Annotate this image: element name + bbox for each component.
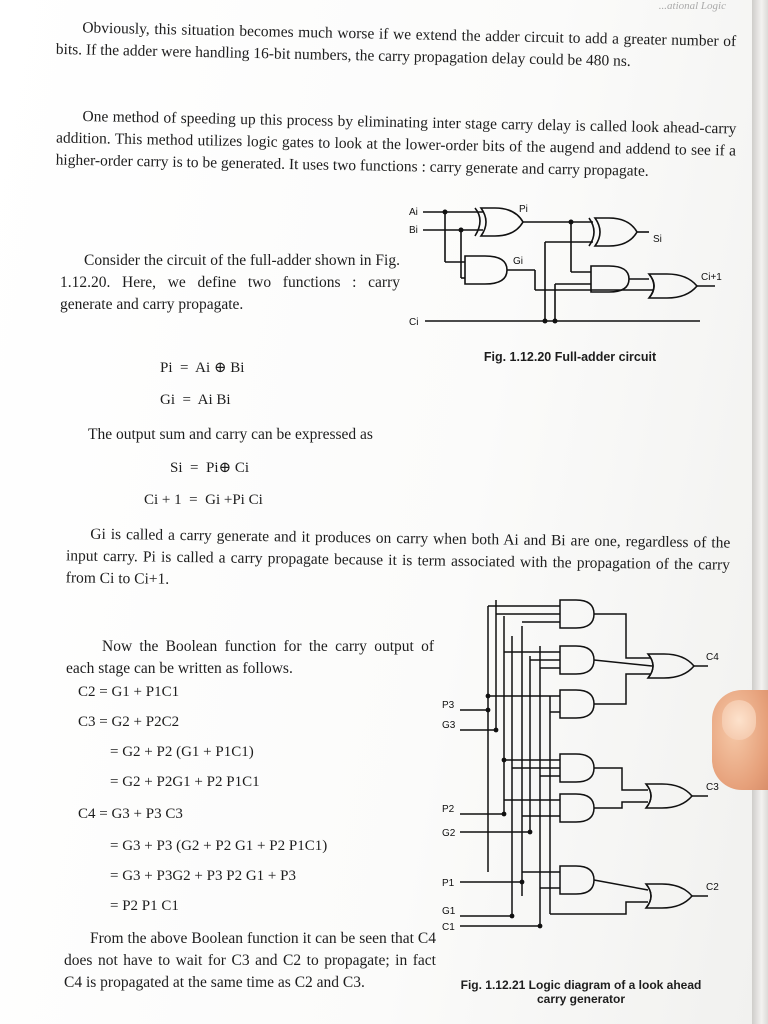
label-g2: G2: [442, 828, 456, 839]
fig-caption-full-adder: Fig. 1.12.20 Full-adder circuit: [483, 350, 657, 364]
label-p3: P3: [442, 700, 455, 711]
bool-line-5: C4 = G3 + P3 C3: [78, 806, 183, 822]
eq-g-lhs: Gi: [160, 392, 175, 408]
bool-line-6: = G3 + P3 (G2 + P2 G1 + P2 P1C1): [110, 838, 328, 854]
label-bi: Bi: [409, 225, 418, 236]
label-p1: P1: [442, 878, 455, 889]
label-g3: G3: [442, 720, 456, 731]
paragraph-boolean-intro-text: Now the Boolean function for the carry output of each stage can be written as follows.: [66, 638, 434, 677]
eq-p-rhs: Ai ⊕ Bi: [195, 360, 245, 376]
label-c3: C3: [706, 782, 719, 793]
bool-line-4: = G2 + P2G1 + P2 P1C1: [110, 774, 260, 790]
paragraph-intro-text: Obviously, this situation becomes much worse if we extend the adder circuit to add a greater number of bits. If the adder were handling 16-bit numbers, the carry propagation delay could be 480 ns.: [55, 19, 737, 70]
label-ci: Ci: [409, 317, 419, 328]
eq-cout-lhs: Ci + 1: [144, 492, 182, 508]
chapter-header-tag: ...ational Logic: [658, 0, 726, 12]
bool-line-3: = G2 + P2 (G1 + P1C1): [110, 744, 254, 760]
label-g1: G1: [442, 906, 456, 917]
bool-line-7: = G3 + P3G2 + P3 P2 G1 + P3: [110, 868, 296, 884]
fig-caption-lookahead: Fig. 1.12.21 Logic diagram of a look ahead carry generator: [460, 978, 702, 1006]
label-pi: Pi: [519, 204, 528, 215]
paragraph-boolean-intro: [66, 636, 434, 680]
paragraph-conclusion-text: From the above Boolean function it can be seen that C4 does not have to wait for C3 and C2 to propagate; in fact C4 is propagated at the same time as C2 and C3.: [64, 930, 436, 991]
eq-cout-rhs: Gi +Pi Ci: [205, 492, 263, 508]
paragraph-output-sum-text: The output sum and carry can be expressed as: [88, 426, 373, 443]
label-ci-plus-1: Ci+1: [701, 272, 722, 283]
paragraph-output-sum: [88, 424, 488, 446]
eq-s-lhs: Si: [170, 460, 183, 476]
eq-cout: Ci + 1 = Gi +Pi Ci: [144, 492, 263, 508]
paragraph-consider: [60, 250, 400, 316]
lookahead-carry-diagram: [436, 596, 736, 932]
label-p2: P2: [442, 804, 455, 815]
bool-line-2: C3 = G2 + P2C2: [78, 714, 180, 730]
eq-g-rhs: Ai Bi: [197, 392, 231, 408]
label-c2: C2: [706, 882, 719, 893]
full-adder-diagram: [405, 200, 735, 340]
label-c4: C4: [706, 652, 719, 663]
label-gi: Gi: [513, 256, 523, 267]
paragraph-lookahead-text: One method of speeding up this process by eliminating inter stage carry delay is called look ahead-carry addition. This method utilizes logic gates to look at the lower-order bits of the augend and addend to see if a higher-order carry is to be generated. It uses two functions : carry generate and carry propagate.: [55, 107, 737, 180]
eq-g: Gi = Ai Bi: [160, 392, 231, 408]
paragraph-intro: [56, 17, 737, 75]
paragraph-consider-text: Consider the circuit of the full-adder shown in Fig. 1.12.20. Here, we define two functions : carry generate and carry propagate.: [60, 252, 400, 313]
paragraph-lookahead: [55, 105, 736, 184]
eq-s: Si = Pi⊕ Ci: [170, 460, 249, 476]
thumbnail-highlight: [722, 700, 756, 740]
label-ai: Ai: [409, 207, 418, 218]
paragraph-generate-propagate-text: Gi is called a carry generate and it produces on carry when both Ai and Bi are one, regardless of the input carry. Pi is called a carry propagate because it is term associated with the propagation of the carry from Ci to Ci+1.: [65, 525, 731, 588]
label-si: Si: [653, 234, 662, 245]
paragraph-generate-propagate: [66, 523, 731, 598]
eq-p-lhs: Pi: [160, 360, 173, 376]
eq-p: Pi = Ai ⊕ Bi: [160, 360, 245, 376]
page-edge-shadow: [752, 0, 768, 1024]
bool-line-1: C2 = G1 + P1C1: [78, 684, 180, 700]
eq-s-rhs: Pi⊕ Ci: [205, 460, 249, 476]
label-c1: C1: [442, 922, 455, 932]
bool-line-8: = P2 P1 C1: [110, 898, 179, 914]
paragraph-conclusion: [64, 928, 436, 994]
